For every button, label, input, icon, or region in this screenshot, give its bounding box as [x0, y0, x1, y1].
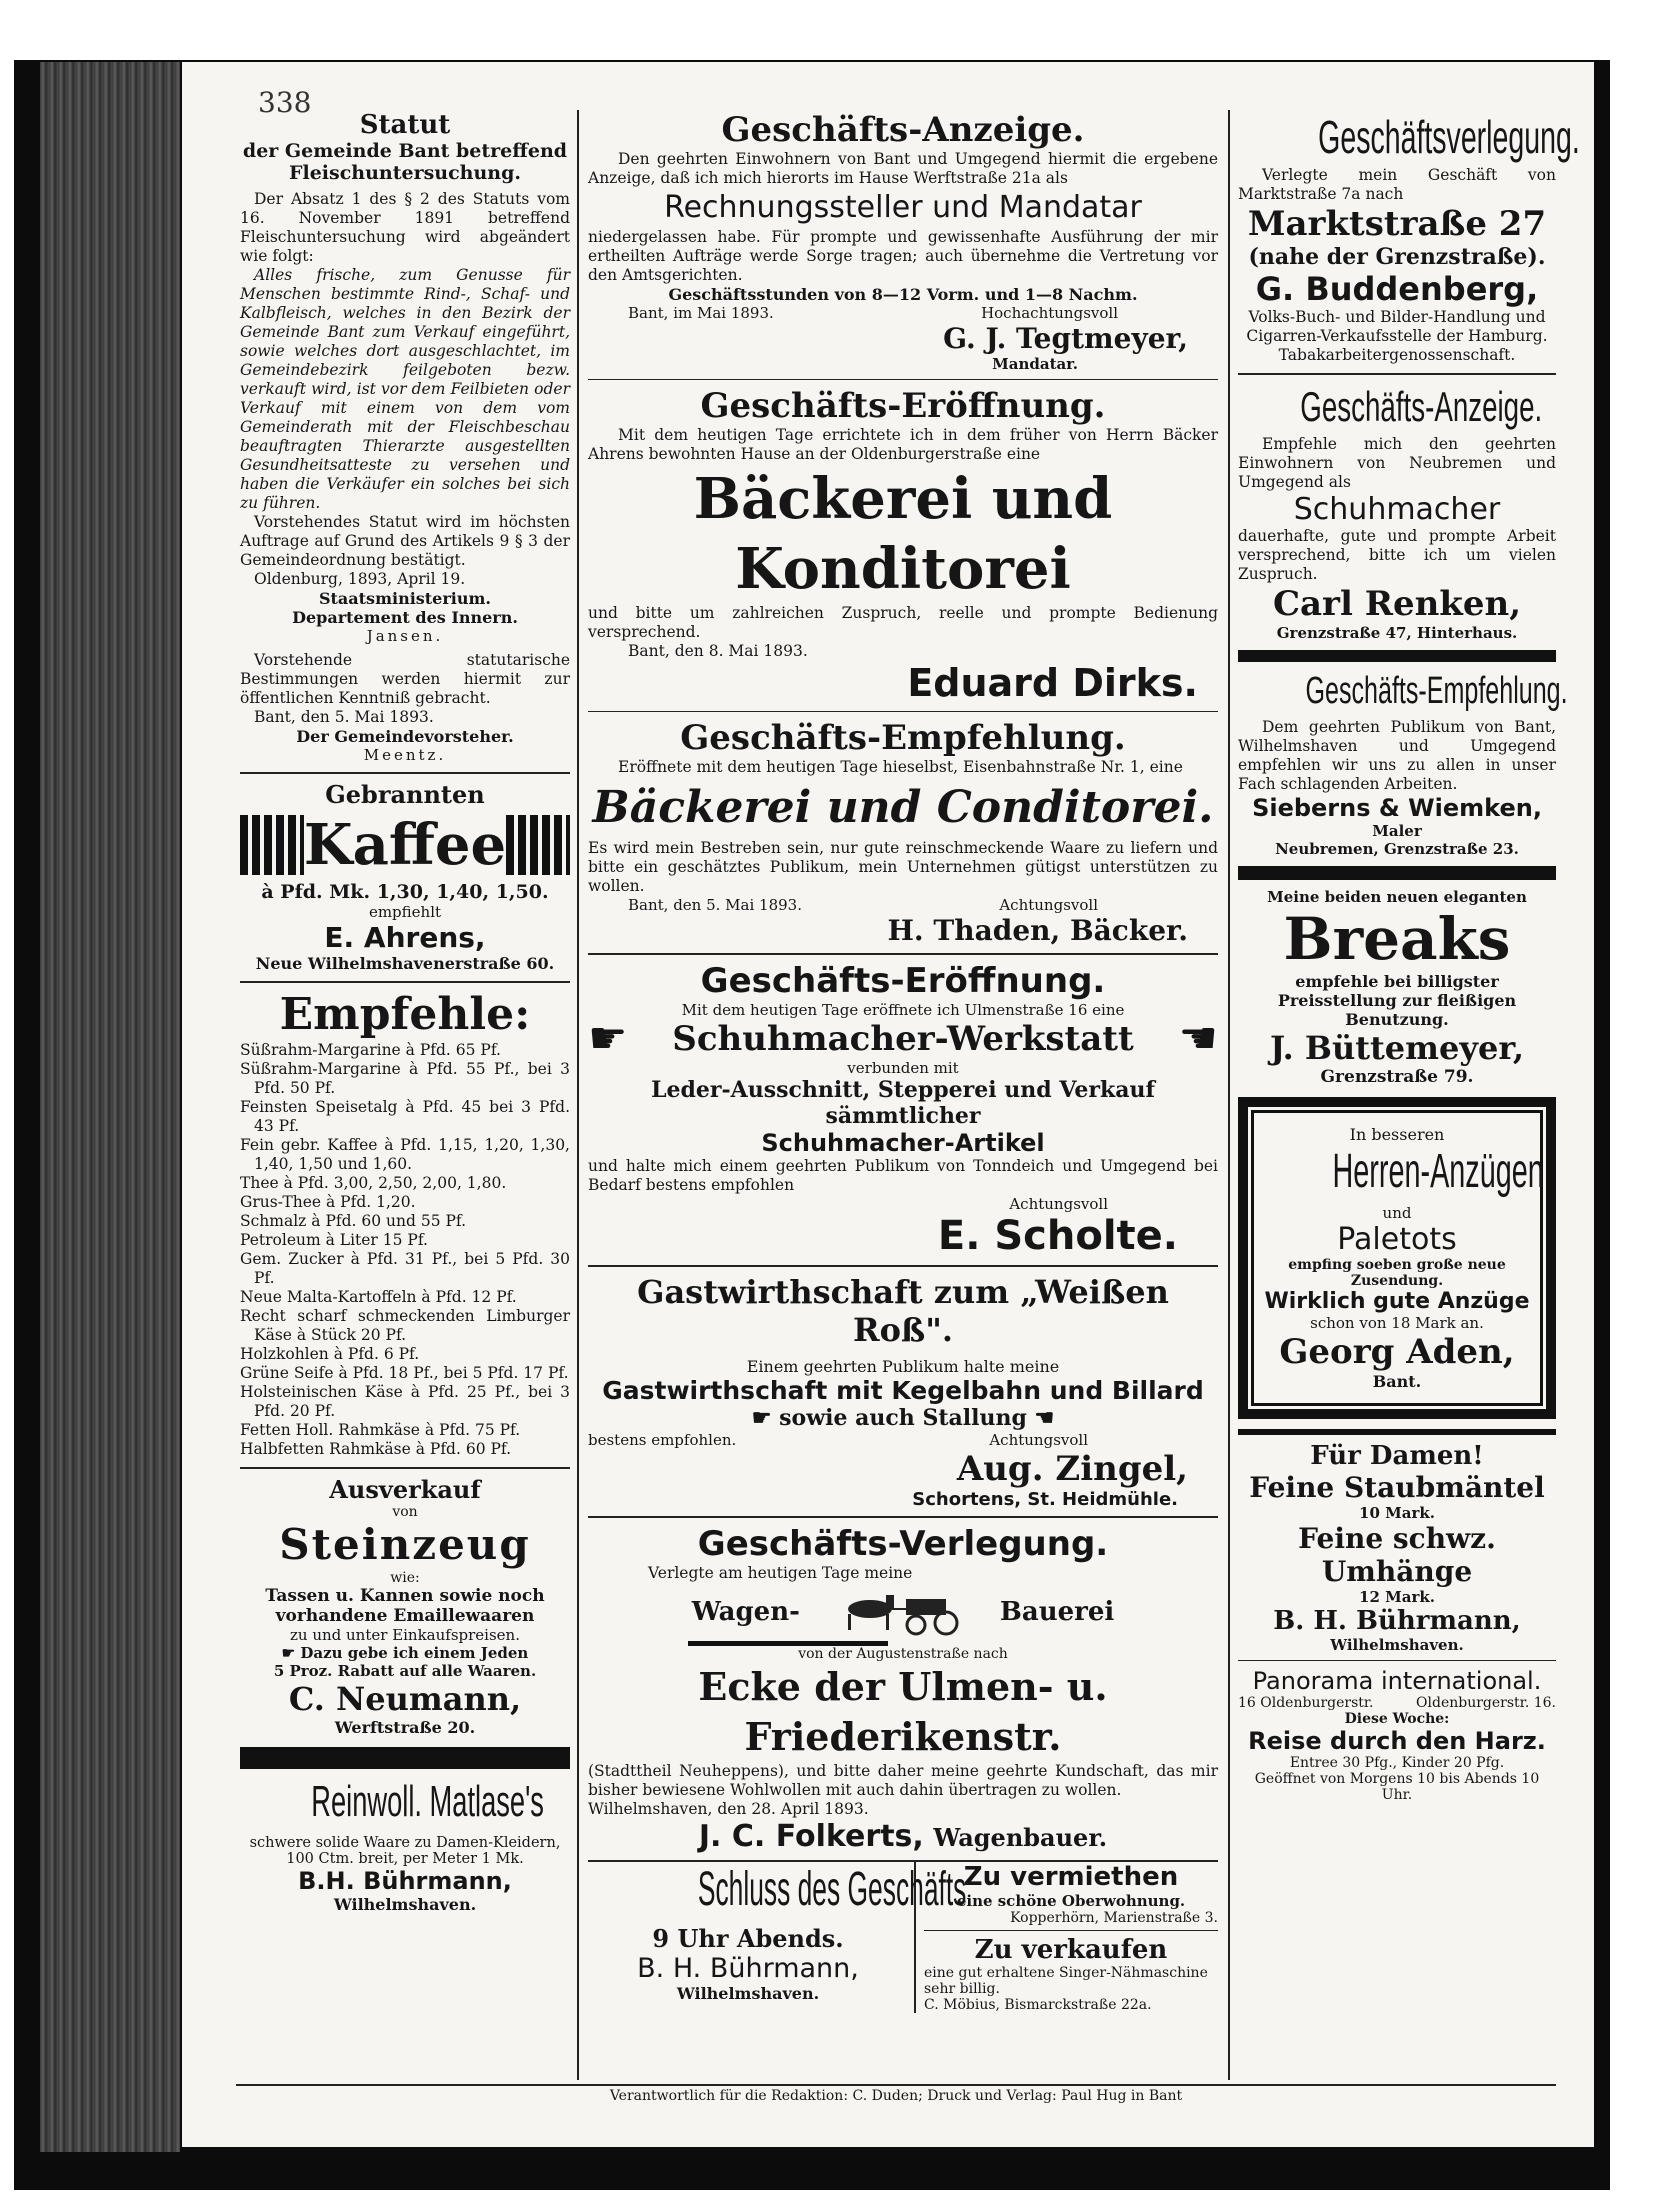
empfehlung-ad	[588, 718, 1218, 947]
anzuege-big: Herren-Anzügen	[1332, 1145, 1544, 1198]
gastwirthschaft-ad	[588, 1273, 1218, 1510]
anzeige-ad	[588, 110, 1218, 373]
verlegung-word-1: Wagen-	[691, 1597, 800, 1627]
black-bar	[1238, 650, 1556, 662]
divider	[588, 953, 1218, 955]
eroeffnung-merchant: Eduard Dirks.	[907, 661, 1198, 705]
anzuege-ad	[1238, 1097, 1556, 1419]
anzeige-big-text: Rechnungssteller und Mandatar	[664, 190, 1142, 225]
pointing-hand-icon: ☛	[281, 1644, 301, 1662]
gastwirthschaft-line-2: sowie auch Stallung	[779, 1405, 1027, 1431]
column-divider-right	[1228, 110, 1230, 2080]
statut-paragraph-1: Der Absatz 1 des § 2 des Statuts vom 16. November 1891 betreffend Fleischuntersuchung wird abgeändert wie folgt:	[240, 190, 570, 265]
right-verlegung-near: (nahe der Grenzstraße).	[1248, 244, 1546, 270]
page-number: 338	[258, 86, 312, 119]
verlegung-role: Wagenbauer.	[933, 1823, 1108, 1852]
verkaufen-title: Zu verkaufen	[974, 1935, 1168, 1965]
reinwoll-place: Wilhelmshaven.	[333, 1895, 477, 1914]
schuhmacher-line-2: Schuhmacher-Artikel	[761, 1129, 1045, 1157]
panorama-line-2: Geöffnet von Morgens 10 bis Abends 10 Uhr.	[1254, 1771, 1540, 1803]
empfehlung-big-text: Bäckerei und Conditorei.	[592, 782, 1214, 833]
gastwirthschaft-merchant: Aug. Zingel,	[956, 1449, 1188, 1489]
eroeffnung-intro: Mit dem heutigen Tage errichtete ich in dem früher von Herrn Bäcker Ahrens bewohnten Hause an der Oldenburgerstraße eine	[588, 426, 1218, 463]
damen-merchant: B. H. Bührmann,	[1273, 1606, 1521, 1636]
ausverkauf-line-1: Tassen u. Kannen sowie noch	[265, 1586, 545, 1606]
divider	[588, 711, 1218, 712]
schuhmacher-line-1: Leder-Ausschnitt, Stepperei und Verkauf sämmtlicher	[651, 1077, 1155, 1129]
anzeige-closing: Hochachtungsvoll	[981, 304, 1118, 322]
divider	[1238, 1660, 1556, 1661]
statut-ministry-1: Staatsministerium.	[318, 589, 491, 608]
damen-price-1: 10 Mark.	[1359, 1504, 1435, 1522]
gastwirthschaft-line-1: Gastwirthschaft mit Kegelbahn und Billard	[602, 1376, 1204, 1405]
price-item: Fetten Holl. Rahmkäse à Pfd. 75 Pf.	[240, 1421, 521, 1439]
anzeige-merchant: G. J. Tegtmeyer,	[943, 322, 1188, 355]
imprint-footer: Verantwortlich für die Redaktion: C. Duden; Druck und Verlag: Paul Hug in Bant	[609, 2088, 1183, 2104]
schuhmacher-body: und halte mich einem geehrten Publikum von Tonndeich und Umgegend bei Bedarf bestens empfohlen	[588, 1157, 1218, 1194]
divider	[240, 981, 570, 983]
anzuege-intro: In besseren	[1349, 1125, 1445, 1144]
right-column	[1238, 110, 1580, 1803]
horse-carriage-icon	[830, 1587, 970, 1637]
price-item: Grus-Thee à Pfd. 1,20.	[240, 1193, 416, 1211]
anzuege-merchant: Georg Aden,	[1279, 1332, 1515, 1372]
kaffee-prices: à Pfd. Mk. 1,30, 1,40, 1,50.	[261, 881, 549, 903]
schuhmacher-ad	[588, 961, 1218, 1259]
ausverkauf-big-title: Steinzeug	[279, 1520, 531, 1569]
price-item: Schmalz à Pfd. 60 und 55 Pf.	[240, 1212, 467, 1230]
panorama-big: Reise durch den Harz.	[1248, 1727, 1546, 1755]
statut-subtitle-2: Fleischuntersuchung.	[288, 162, 522, 184]
right-verlegung-big: Marktstraße 27	[1247, 204, 1547, 244]
damen-title: Für Damen!	[1310, 1441, 1484, 1471]
statut-paragraph-4: Vorstehende statutarische Bestimmungen werden hiermit zur öffentlichen Kenntniß gebracht.	[240, 651, 570, 707]
verlegung-date: Wilhelmshaven, den 28. April 1893.	[588, 1800, 869, 1818]
ausverkauf-as: wie:	[390, 1570, 420, 1586]
eroeffnung-body: und bitte um zahlreichen Zuspruch, reelle und prompte Bedienung versprechend.	[588, 604, 1218, 641]
panorama-line-1: Entree 30 Pfg., Kinder 20 Pfg.	[1289, 1755, 1505, 1771]
black-bar	[1238, 866, 1556, 880]
eroeffnung-title: Geschäfts-Eröffnung.	[700, 386, 1106, 426]
right-verlegung-merchant: G. Buddenberg,	[1255, 270, 1539, 308]
verlegung-intro: Verlegte am heutigen Tage meine	[648, 1564, 913, 1582]
breaks-intro: Meine beiden neuen eleganten	[1267, 888, 1527, 906]
damen-place: Wilhelmshaven.	[1330, 1636, 1464, 1654]
price-item: Süßrahm-Margarine à Pfd. 65 Pf.	[240, 1041, 501, 1059]
verkaufen-line-2: sehr billig.	[924, 1981, 1000, 1997]
damen-price-2: 12 Mark.	[1359, 1588, 1435, 1606]
anzuege-line-1: empfing soeben große neue Zusendung.	[1288, 1257, 1506, 1289]
statut-signer-2: Meentz.	[363, 746, 447, 764]
schuhmacher-intro: Mit dem heutigen Tage eröffnete ich Ulmenstraße 16 eine	[681, 1001, 1125, 1019]
verkaufen-line-3: C. Möbius, Bismarckstraße 22a.	[924, 1997, 1152, 2013]
verlegung-merchant: J. C. Folkerts,	[698, 1819, 924, 1854]
verkaufen-line-1: eine gut erhaltene Singer-Nähmaschine	[924, 1965, 1208, 1981]
anzeige-hours: Geschäftsstunden von 8—12 Vorm. und 1—8 Nachm.	[668, 285, 1138, 304]
panorama-address-right: Oldenburgerstr. 16.	[1416, 1695, 1556, 1711]
right-empfehlung-ad	[1238, 670, 1568, 858]
right-anzeige-ad	[1238, 383, 1556, 642]
right-anzeige-line-2: dauerhafte, gute und prompte Arbeit versprechend, bitte ich um vielen Zuspruch.	[1238, 527, 1556, 583]
gastwirthschaft-title: Gastwirthschaft zum „Weißen Roß".	[637, 1273, 1169, 1349]
pointing-hand-icon: ☛	[751, 1405, 780, 1431]
price-item: Thee à Pfd. 3,00, 2,50, 2,00, 1,80.	[240, 1174, 507, 1192]
ausverkauf-line-4: Dazu gebe ich einem Jeden	[300, 1644, 529, 1662]
ornament-block-right	[506, 815, 570, 875]
right-anzeige-line-1: Empfehle mich den geehrten Einwohnern von Neubremen und Umgegend als	[1238, 435, 1556, 491]
schuhmacher-title: Geschäfts-Eröffnung.	[700, 961, 1106, 1001]
anzuege-line-2: Wirklich gute Anzüge	[1264, 1289, 1530, 1314]
right-anzeige-big: Schuhmacher	[1293, 492, 1501, 527]
right-verlegung-line-1: Verlegte mein Geschäft von Marktstraße 7a nach	[1238, 166, 1556, 203]
statut-signer: Jansen.	[366, 627, 444, 645]
vermiethen-line-1: eine schöne Oberwohnung.	[956, 1892, 1186, 1910]
verkaufen-ad	[924, 1935, 1218, 2013]
kaffee-heading: Gebrannten	[325, 780, 485, 809]
schluss-place: Wilhelmshaven.	[676, 1984, 820, 2003]
anzuege-line-3: schon von 18 Mark an.	[1310, 1314, 1484, 1332]
divider	[240, 772, 570, 774]
ausverkauf-line-3: zu und unter Einkaufspreisen.	[290, 1626, 520, 1644]
pointing-hand-icon: ☚	[1026, 1405, 1055, 1431]
black-bar	[240, 1747, 570, 1769]
statut-office: Der Gemeindevorsteher.	[296, 727, 514, 746]
price-item: Petroleum à Liter 15 Pf.	[240, 1231, 428, 1249]
right-verlegung-title: Geschäftsverlegung.	[1318, 111, 1580, 163]
right-empfehlung-title: Geschäfts-Empfehlung.	[1305, 670, 1568, 712]
ausverkauf-line-2: vorhandene Emaillewaaren	[275, 1606, 535, 1626]
statut-paragraph-2: Alles frische, zum Genusse für Menschen bestimmte Rind-, Schaf- und Kalbfleisch, welches in den Bezirk der Gemeinde Bant zum Verkauf eingeführt, sowie welches dort ausgeschlachtet, im Gemeindebezirk feilgeboten bezw. verkauft wird, ist vor dem Feilbieten oder Verkauf mit einem von dem vom Gemeinderath mit der Fleischbeschau beauftragten Thierarzte ausgestellten Gesundheitsatteste zu versehen und haben die Verkäufer ein solches bei sich zu führen.	[240, 266, 570, 512]
gastwirthschaft-closing: Achtungsvoll	[989, 1431, 1088, 1449]
empfehlung-closing: Achtungsvoll	[999, 896, 1098, 914]
damen-ad	[1238, 1441, 1556, 1654]
ausverkauf-title: Ausverkauf	[329, 1475, 481, 1504]
kaffee-ad	[240, 780, 570, 973]
breaks-ad	[1238, 888, 1556, 1087]
statut-paragraph-3: Vorstehendes Statut wird im höchsten Auftrage auf Grund des Artikels 9 § 3 der Gemeindeordnung bestätigt.	[240, 513, 570, 569]
verlegung-body: (Stadttheil Neuheppens), und bitte daher meine geehrte Kundschaft, das mir bisher bewiesene Wohlwollen mit auch dahin übertragen zu wollen.	[588, 1762, 1218, 1799]
damen-line-2: Feine schwz. Umhänge	[1298, 1522, 1496, 1588]
right-empfehlung-role: Maler	[1372, 822, 1422, 840]
reinwoll-ad	[240, 1777, 570, 1914]
divider	[1238, 373, 1556, 375]
price-item: Recht scharf schmeckenden Limburger Käse à Stück 20 Pf.	[240, 1307, 570, 1344]
vermiethen-line-2: Kopperhörn, Marienstraße 3.	[1010, 1910, 1218, 1926]
schuhmacher-merchant: E. Scholte.	[937, 1213, 1178, 1259]
empfehlung-date: Bant, den 5. Mai 1893.	[628, 896, 802, 914]
breaks-big: Breaks	[1283, 905, 1511, 973]
right-empfehlung-address: Neubremen, Grenzstraße 23.	[1275, 840, 1519, 858]
verlegung-ad	[588, 1524, 1218, 1854]
divider	[588, 1516, 1218, 1518]
panorama-title: Panorama international.	[1252, 1667, 1542, 1695]
schluss-time: 9 Uhr Abends.	[652, 1924, 844, 1953]
right-anzeige-merchant: Carl Renken,	[1272, 584, 1522, 624]
ausverkauf-merchant: C. Neumann,	[288, 1680, 522, 1718]
ornament-block-left	[240, 815, 304, 875]
verlegung-title: Geschäfts-Verlegung.	[697, 1524, 1109, 1564]
reinwoll-line-1: schwere solide Waare zu Damen-Kleidern,	[249, 1835, 561, 1851]
kaffee-merchant: E. Ahrens,	[324, 921, 486, 954]
reinwoll-merchant: B.H. Bührmann,	[298, 1867, 512, 1895]
middle-column	[588, 110, 1218, 2013]
eroeffnung-ad	[588, 386, 1218, 705]
price-item: Neue Malta-Kartoffeln à Pfd. 12 Pf.	[240, 1288, 517, 1306]
vermiethen-title: Zu vermiethen	[963, 1862, 1179, 1892]
book-spine-edge	[40, 62, 180, 2152]
statut-ministry-2: Departement des Innern.	[292, 608, 518, 627]
empfehle-ad	[240, 989, 570, 1459]
price-item: Grüne Seife à Pfd. 18 Pf., bei 5 Pfd. 17 Pf.	[240, 1364, 569, 1382]
breaks-line-1: empfehle bei billigster Preisstellung zur fleißigen Benutzung.	[1277, 972, 1517, 1029]
right-anzeige-title: Geschäfts-Anzeige.	[1300, 383, 1543, 430]
ausverkauf-line-5: 5 Proz. Rabatt auf alle Waaren.	[273, 1662, 537, 1680]
empfehle-list	[240, 1041, 570, 1459]
right-verlegung-line-2: Volks-Buch- und Bilder-Handlung und Cigarren-Verkaufsstelle der Hamburg. Tabakarbeitergenossenschaft.	[1246, 308, 1548, 364]
empfehlung-merchant: H. Thaden, Bäcker.	[887, 914, 1188, 947]
reinwoll-title: Reinwoll. Matlase's	[311, 1777, 544, 1826]
pointing-hand-left-icon: ☚	[1178, 1013, 1218, 1064]
price-item: Halbfetten Rahmkäse à Pfd. 60 Pf.	[240, 1440, 512, 1458]
price-item: Fein gebr. Kaffee à Pfd. 1,15, 1,20, 1,30, 1,40, 1,50 und 1,60.	[240, 1136, 570, 1173]
divider	[924, 1930, 1218, 1931]
footer-rule	[236, 2084, 1556, 2086]
divider	[588, 1265, 1218, 1267]
schuhmacher-closing: Achtungsvoll	[1009, 1195, 1108, 1213]
anzuege-place: Bant.	[1372, 1372, 1422, 1391]
kaffee-recommends: empfiehlt	[368, 903, 442, 921]
price-item: Gem. Zucker à Pfd. 31 Pf., bei 5 Pfd. 30 Pf.	[240, 1250, 570, 1287]
empfehlung-intro: Eröffnete mit dem heutigen Tage hieselbst, Eisenbahnstraße Nr. 1, eine	[618, 758, 1183, 776]
gastwirthschaft-recommended: bestens empfohlen.	[588, 1431, 737, 1449]
right-empfehlung-merchant: Sieberns & Wiemken,	[1252, 794, 1542, 822]
statut-date: Oldenburg, 1893, April 19.	[254, 570, 466, 588]
verlegung-word-2: Bauerei	[999, 1597, 1115, 1627]
gastwirthschaft-place: Schortens, St. Heidmühle.	[912, 1489, 1178, 1510]
ausverkauf-ad	[240, 1475, 570, 1737]
eroeffnung-big-text: Bäckerei und Konditorei	[693, 466, 1113, 602]
bottom-middle-row	[588, 1862, 1218, 2013]
ausverkauf-address: Werftstraße 20.	[334, 1718, 476, 1737]
statut-notice	[240, 110, 570, 764]
schluss-merchant: B. H. Bührmann,	[637, 1953, 859, 1984]
vermiethen-ad	[924, 1862, 1218, 1926]
schuhmacher-connected: verbunden mit	[847, 1059, 959, 1077]
verlegung-big-text: Ecke der Ulmen- u. Friederikenstr.	[698, 1664, 1108, 1759]
right-anzeige-address: Grenzstraße 47, Hinterhaus.	[1276, 624, 1518, 642]
statut-title: Statut	[359, 110, 451, 140]
statut-subtitle-1: der Gemeinde Bant betreffend	[242, 140, 568, 162]
breaks-address: Grenzstraße 79.	[1320, 1067, 1474, 1087]
price-item: Süßrahm-Margarine à Pfd. 55 Pf., bei 3 Pfd. 50 Pf.	[240, 1060, 570, 1097]
kaffee-address: Neue Wilhelmshavenerstraße 60.	[255, 954, 555, 973]
kaffee-big-title: Kaffee	[303, 812, 507, 878]
statut-date-2: Bant, den 5. Mai 1893.	[254, 708, 434, 726]
anzeige-role: Mandatar.	[992, 355, 1078, 373]
verlegung-from: von der Augustenstraße nach	[798, 1646, 1008, 1662]
empfehle-title: Empfehle:	[279, 989, 531, 1040]
divider	[588, 379, 1218, 380]
divider	[240, 1467, 570, 1469]
price-item: Feinsten Speisetalg à Pfd. 45 bei 3 Pfd. 43 Pf.	[240, 1098, 570, 1135]
price-item: Holsteinischen Käse à Pfd. 25 Pf., bei 3 Pfd. 20 Pf.	[240, 1383, 570, 1420]
column-divider-left	[577, 110, 579, 2080]
breaks-merchant: J. Büttemeyer,	[1269, 1029, 1524, 1067]
eroeffnung-date: Bant, den 8. Mai 1893.	[628, 642, 808, 660]
empfehlung-body: Es wird mein Bestreben sein, nur gute reinschmeckende Waare zu liefern und bitte ein geschätztes Publikum, mein Unternehmen gütigst unterstützen zu wollen.	[588, 839, 1218, 895]
panorama-week: Diese Woche:	[1344, 1711, 1450, 1727]
anzeige-date: Bant, im Mai 1893.	[628, 304, 774, 322]
ausverkauf-of: von	[392, 1504, 418, 1520]
right-empfehlung-line-1: Dem geehrten Publikum von Bant, Wilhelmshaven und Umgegend empfehlen wir uns zu allen in unser Fach schlagenden Arbeiten.	[1238, 718, 1556, 793]
anzeige-intro: Den geehrten Einwohnern von Bant und Umgegend hiermit die ergebene Anzeige, daß ich mich hierorts im Hause Werftstraße 21a als	[588, 150, 1218, 187]
anzuege-and: und	[1382, 1204, 1412, 1222]
schuhmacher-big-text: Schuhmacher-Werkstatt	[672, 1019, 1134, 1059]
reinwoll-line-2: 100 Ctm. breit, per Meter 1 Mk.	[286, 1851, 524, 1867]
panorama-ad	[1238, 1667, 1556, 1803]
panorama-address-left: 16 Oldenburgerstr.	[1238, 1695, 1374, 1711]
black-bar	[1238, 1429, 1556, 1435]
gastwirthschaft-intro: Einem geehrten Publikum halte meine	[746, 1357, 1060, 1376]
anzeige-body: niedergelassen habe. Für prompte und gewissenhafte Ausführung der mir ertheilten Aufträge werde Sorge tragen; auch übernehme die Vertretung vor den Amtsgerichten.	[588, 228, 1218, 284]
damen-line-1: Feine Staubmäntel	[1249, 1471, 1545, 1504]
price-item: Holzkohlen à Pfd. 6 Pf.	[240, 1345, 420, 1363]
empfehlung-title: Geschäfts-Empfehlung.	[680, 718, 1126, 758]
schluss-title: Schluss des Geschäfts	[697, 1863, 967, 1916]
anzuege-big-2: Paletots	[1337, 1222, 1457, 1257]
right-verlegung-ad	[1238, 110, 1580, 365]
left-column	[240, 110, 570, 1914]
pointing-hand-right-icon: ☛	[588, 1013, 628, 1064]
anzeige-title: Geschäfts-Anzeige.	[721, 110, 1085, 150]
